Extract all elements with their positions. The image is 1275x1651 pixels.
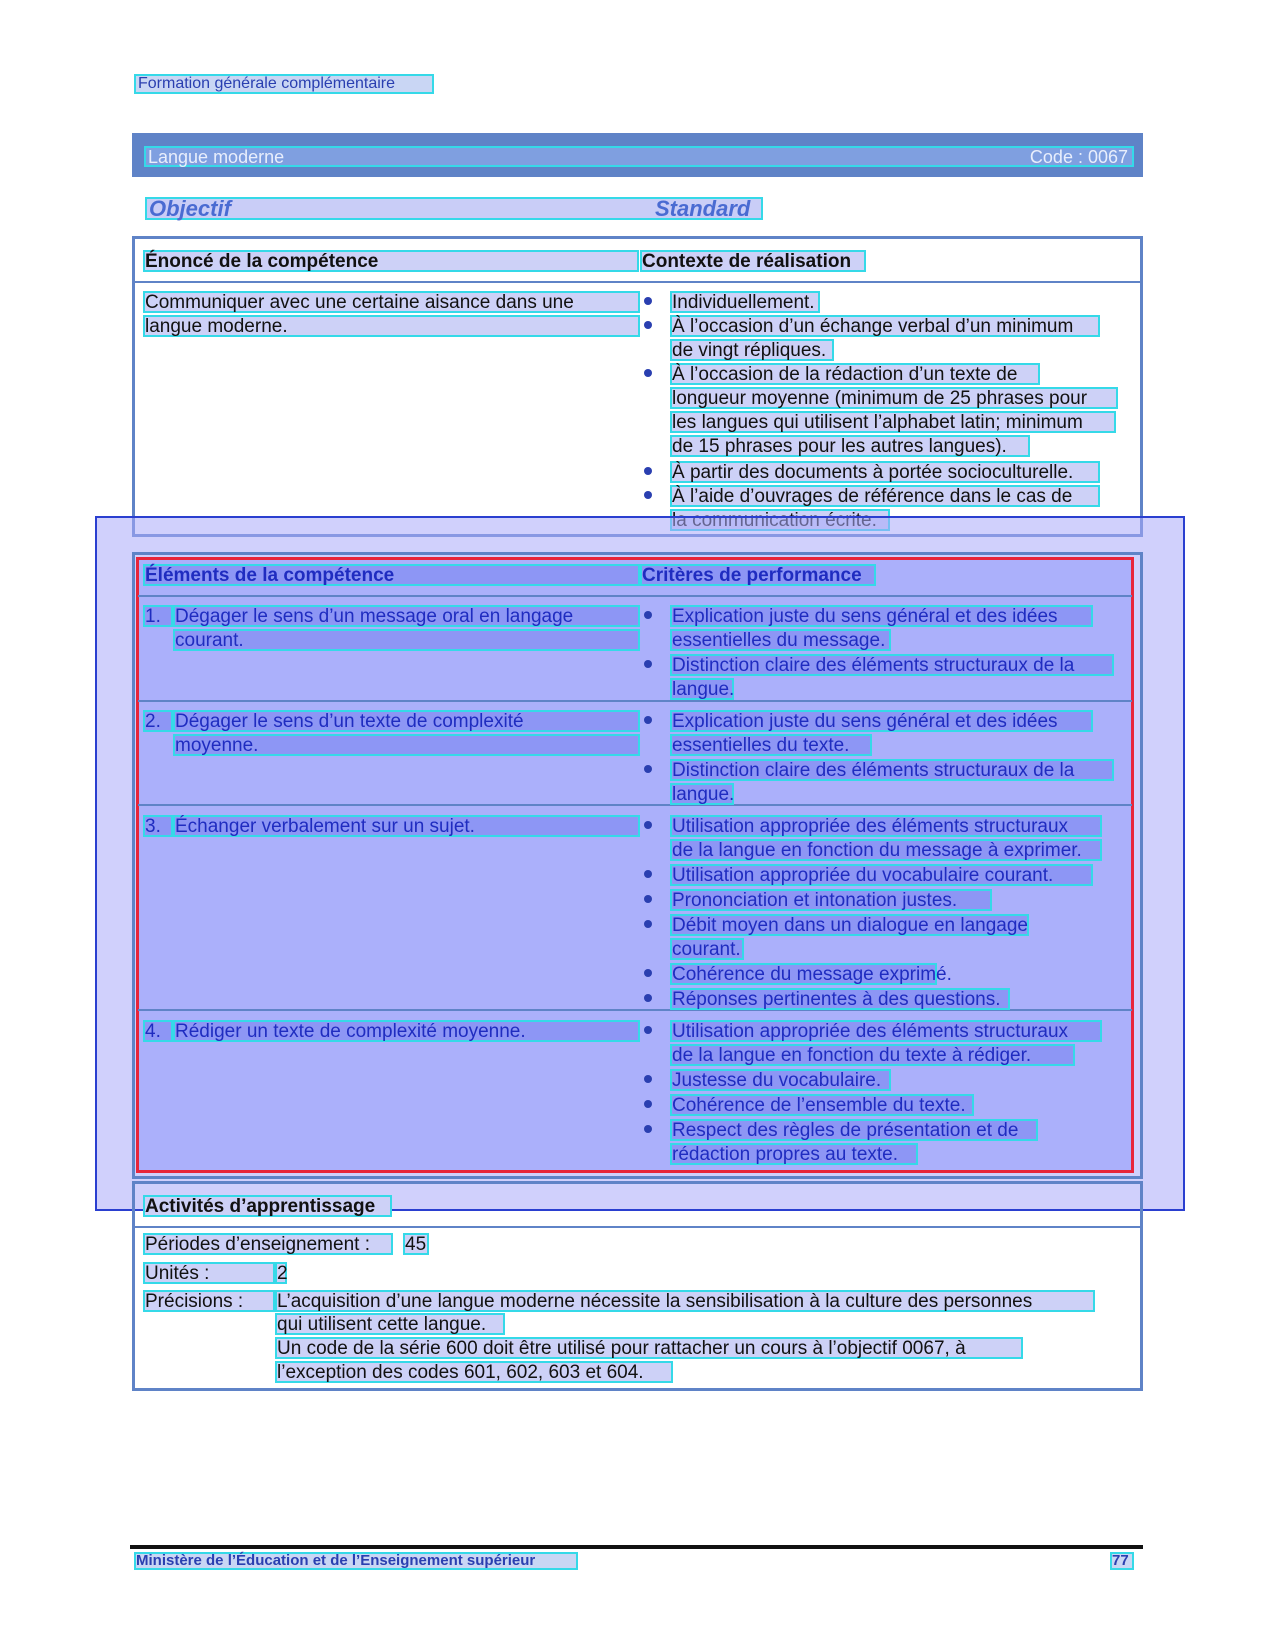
context-item-line: de 15 phrases pour les autres langues). — [670, 435, 1030, 457]
footer-rule — [130, 1545, 1143, 1549]
criterion-bullet — [644, 994, 652, 1002]
element-text-line: Échanger verbalement sur un sujet. — [173, 815, 640, 837]
criterion-line: Cohérence du message exprimé. — [672, 964, 952, 985]
criterion-line: Respect des règles de présentation et de — [670, 1119, 1038, 1141]
element-text-line: Rédiger un texte de complexité moyenne. — [173, 1020, 640, 1042]
context-item-line: À partir des documents à portée socioculturelle. — [670, 461, 1100, 483]
units-label: Unités : — [143, 1262, 275, 1284]
element-text-line: courant. — [173, 629, 640, 651]
details-line-4: l’exception des codes 601, 602, 603 et 604. — [275, 1361, 673, 1383]
competence-title: Énoncé de la compétence — [143, 250, 639, 272]
criterion-line: langue. — [672, 679, 735, 700]
competence-line-2: langue moderne. — [143, 315, 640, 337]
context-item-line: Individuellement. — [670, 291, 820, 313]
criterion-line: de la langue en fonction du texte à rédiger. — [670, 1044, 1075, 1066]
context-bullet — [644, 467, 652, 475]
context-bullet — [644, 321, 652, 329]
element-text-line: Dégager le sens d’un texte de complexité — [173, 710, 640, 732]
criteria-title: Critères de performance — [640, 564, 876, 586]
criterion-line: Utilisation appropriée des éléments structuraux — [670, 815, 1102, 837]
program-bar — [132, 133, 1143, 177]
criterion-line: Utilisation appropriée du vocabulaire courant. — [670, 864, 1093, 886]
criterion-line: Utilisation appropriée des éléments structuraux — [670, 1020, 1102, 1042]
context-item-line: les langues qui utilisent l’alphabet latin; minimum — [670, 411, 1116, 433]
criterion-bullet — [644, 765, 652, 773]
program-name: Langue moderne — [148, 147, 285, 167]
criterion-bullet — [644, 1125, 652, 1133]
criterion-line: essentielles du texte. — [670, 734, 872, 756]
criterion-bullet — [644, 870, 652, 878]
criterion-line: Explication juste du sens général et des idées — [670, 710, 1093, 732]
context-item-line: À l’occasion de la rédaction d’un texte de — [670, 363, 1040, 385]
objective-heading: Objectif — [149, 196, 231, 221]
criterion-bullet — [644, 969, 652, 977]
criterion-bullet — [644, 1100, 652, 1108]
details-line-3: Un code de la série 600 doit être utilisé pour rattacher un cours à l’objectif 0067, à — [275, 1337, 1023, 1359]
criterion-line: Justesse du vocabulaire. — [670, 1069, 891, 1091]
criterion-bullet — [644, 821, 652, 829]
details-line-1: L’acquisition d’une langue moderne nécessite la sensibilisation à la culture des personnes — [275, 1290, 1095, 1312]
activities-title: Activités d’apprentissage — [143, 1195, 392, 1217]
footer-ministry: Ministère de l’Éducation et de l’Enseignement supérieur — [134, 1552, 578, 1570]
criterion-line: de la langue en fonction du message à exprimer. — [670, 839, 1102, 861]
periods-label: Périodes d’enseignement : — [143, 1233, 393, 1255]
context-item-line: longueur moyenne (minimum de 25 phrases pour — [670, 387, 1118, 409]
criterion-line: Distinction claire des éléments structuraux de la — [670, 654, 1114, 676]
element-number: 1. — [143, 605, 173, 627]
criterion-bullet — [644, 1075, 652, 1083]
activities-header-rule — [134, 1226, 1141, 1228]
program-code: Code : 0067 — [1029, 147, 1128, 167]
context-item-line: de vingt répliques. — [670, 339, 834, 361]
running-title: Formation générale complémentaire — [134, 74, 434, 94]
context-bullet — [644, 369, 652, 377]
periods-value: 45 — [403, 1233, 429, 1255]
criterion-line: Prononciation et intonation justes. — [670, 889, 992, 911]
context-bullet — [644, 297, 652, 305]
standard-heading: Standard — [655, 196, 751, 221]
elements-title: Éléments de la compétence — [143, 564, 640, 586]
element-text-line: Dégager le sens d’un message oral en langage — [173, 605, 640, 627]
units-value: 2 — [277, 1263, 288, 1284]
criterion-bullet — [644, 611, 652, 619]
criterion-bullet — [644, 920, 652, 928]
objective-standard-row — [145, 197, 763, 220]
element-number: 4. — [143, 1020, 173, 1042]
criterion-line: langue. — [672, 784, 735, 805]
criterion-bullet — [644, 895, 652, 903]
competence-header-rule — [134, 281, 1141, 283]
details-label: Précisions : — [143, 1290, 275, 1312]
footer-page-number: 77 — [1110, 1552, 1134, 1570]
context-item-line: À l’occasion d’un échange verbal d’un minimum — [670, 315, 1100, 337]
context-title: Contexte de réalisation — [640, 250, 866, 272]
element-text-line: moyenne. — [173, 734, 640, 756]
context-item-line: À l’aide d’ouvrages de référence dans le cas de — [670, 485, 1100, 507]
row-rule-1 — [138, 700, 1132, 702]
criterion-bullet — [644, 1026, 652, 1034]
program-bar-inner — [144, 146, 1134, 167]
criterion-bullet — [644, 660, 652, 668]
row-rule-2 — [138, 804, 1132, 806]
criterion-line: essentielles du message. — [670, 629, 891, 651]
criterion-line: courant. — [670, 938, 744, 960]
criterion-line: Distinction claire des éléments structuraux de la — [670, 759, 1114, 781]
context-bullet — [644, 491, 652, 499]
criterion-line: Explication juste du sens général et des idées — [670, 605, 1093, 627]
criterion-bullet — [644, 716, 652, 724]
competence-line-1: Communiquer avec une certaine aisance dans une — [143, 291, 640, 313]
element-number: 2. — [143, 710, 173, 732]
element-number: 3. — [143, 815, 173, 837]
elements-header-rule — [138, 595, 1132, 597]
criterion-line: Débit moyen dans un dialogue en langage — [672, 915, 1028, 936]
criterion-line: Réponses pertinentes à des questions. — [670, 988, 1010, 1010]
details-line-2: qui utilisent cette langue. — [275, 1313, 505, 1335]
criterion-line: rédaction propres au texte. — [670, 1143, 918, 1165]
criterion-line: Cohérence de l’ensemble du texte. — [670, 1094, 974, 1116]
